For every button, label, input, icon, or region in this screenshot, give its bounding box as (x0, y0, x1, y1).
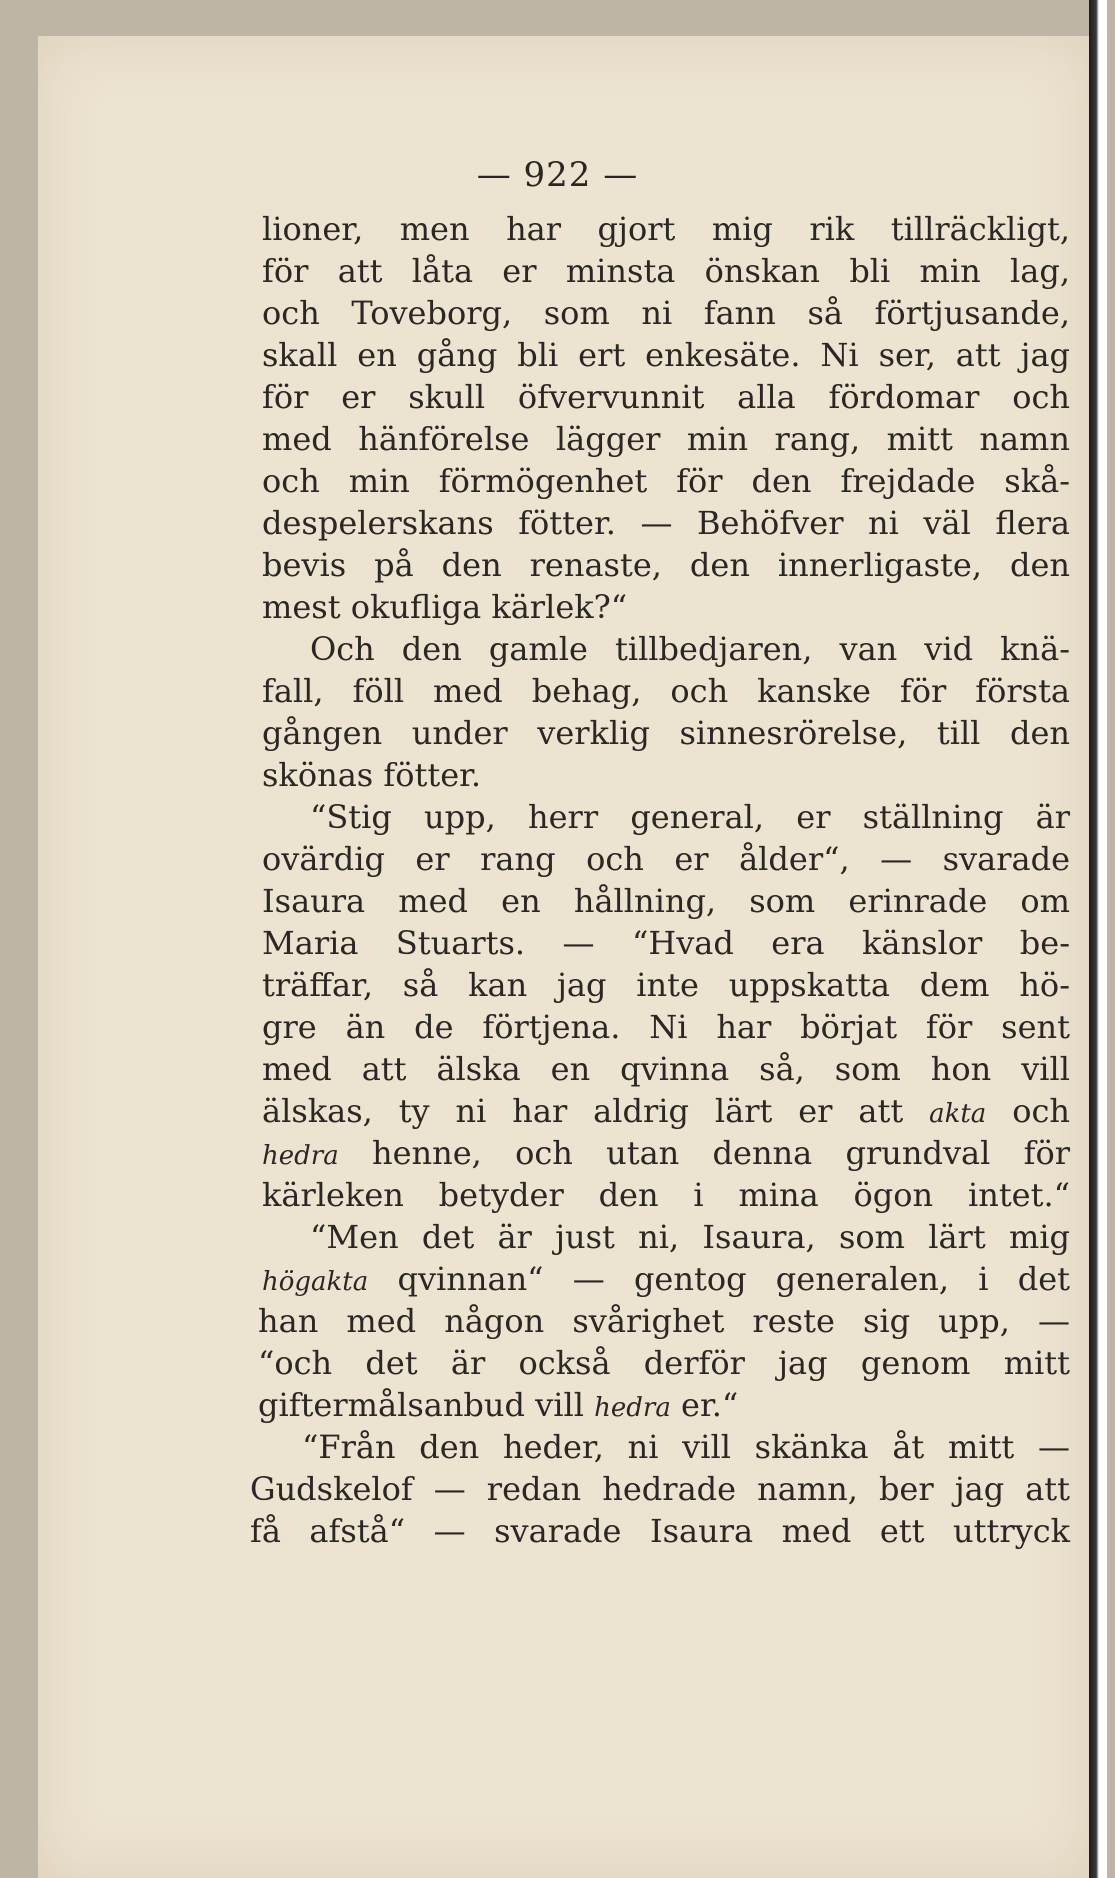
text-line: och Toveborg, som ni fann så förtjusande, (262, 294, 1070, 332)
text-segment: qvinnan“ — gentog generalen, i det (397, 1260, 1071, 1298)
text-line: Maria Stuarts. — “Hvad era känslor be- (262, 924, 1070, 962)
text-line: få afstå“ — svarade Isaura med ett uttryck (250, 1512, 1070, 1550)
text-line: för er skull öfvervunnit alla fördomar och (262, 378, 1070, 416)
text-line: med att älska en qvinna så, som hon vill (262, 1050, 1070, 1088)
italic-word: akta (929, 1099, 987, 1129)
text-line (258, 1384, 1070, 1426)
text-line: ovärdig er rang och er ålder“, — svarade (262, 840, 1070, 878)
text-line: “Men det är just ni, Isaura, som lärt mig (310, 1218, 1070, 1256)
text-line: Isaura med en hållning, som erinrade om (262, 882, 1070, 920)
italic-word: högakta (262, 1267, 369, 1297)
page-edge (1089, 0, 1107, 1878)
text-line: “Stig upp, herr general, er ställning är (310, 798, 1070, 836)
text-line: skall en gång bli ert enkesäte. Ni ser, att jag (262, 336, 1070, 374)
text-line (262, 1258, 1070, 1300)
text-line: lioner, men har gjort mig rik tillräckligt, (262, 210, 1070, 248)
text-line: gången under verklig sinnesrörelse, till den (262, 714, 1070, 752)
text-segment: giftermålsanbud vill (258, 1386, 584, 1424)
text-segment: och (1012, 1092, 1071, 1130)
text-line: med hänförelse lägger min rang, mitt namn (262, 420, 1070, 458)
text-line: för att låta er minsta önskan bli min lag, (262, 252, 1070, 290)
text-line: skönas fötter. (262, 756, 482, 794)
text-line: mest okufliga kärlek?“ (262, 588, 628, 626)
text-line: träffar, så kan jag inte uppskatta dem hö- (262, 966, 1070, 1004)
text-line: han med någon svårighet reste sig upp, — (258, 1302, 1070, 1340)
text-line: bevis på den renaste, den innerligaste, den (262, 546, 1070, 584)
body-text (250, 208, 1071, 1552)
italic-word: hedra (262, 1141, 339, 1171)
text-line: Gudskelof — redan hedrade namn, ber jag att (250, 1470, 1070, 1508)
text-segment: älskas, ty ni har aldrig lärt er att (262, 1092, 904, 1130)
text-segment: henne, och utan denna grundval för (371, 1134, 1071, 1172)
text-line: fall, föll med behag, och kanske för första (262, 672, 1070, 710)
text-segment: er.“ (681, 1386, 739, 1424)
text-line: Och den gamle tillbedjaren, van vid knä- (310, 630, 1070, 668)
text-line: och min förmögenhet för den frejdade skå- (262, 462, 1070, 500)
italic-word: hedra (594, 1393, 671, 1423)
text-line: “och det är också derför jag genom mitt (258, 1344, 1070, 1382)
text-line: kärleken betyder den i mina ögon intet.“ (262, 1176, 1070, 1214)
text-line (262, 1090, 1070, 1132)
text-line: “Från den heder, ni vill skänka åt mitt — (302, 1428, 1070, 1466)
text-line: despelerskans fötter. — Behöfver ni väl flera (262, 504, 1070, 542)
text-line: gre än de förtjena. Ni har börjat för sent (262, 1008, 1070, 1046)
page-number: — 922 — (476, 155, 639, 195)
text-line (262, 1132, 1070, 1174)
